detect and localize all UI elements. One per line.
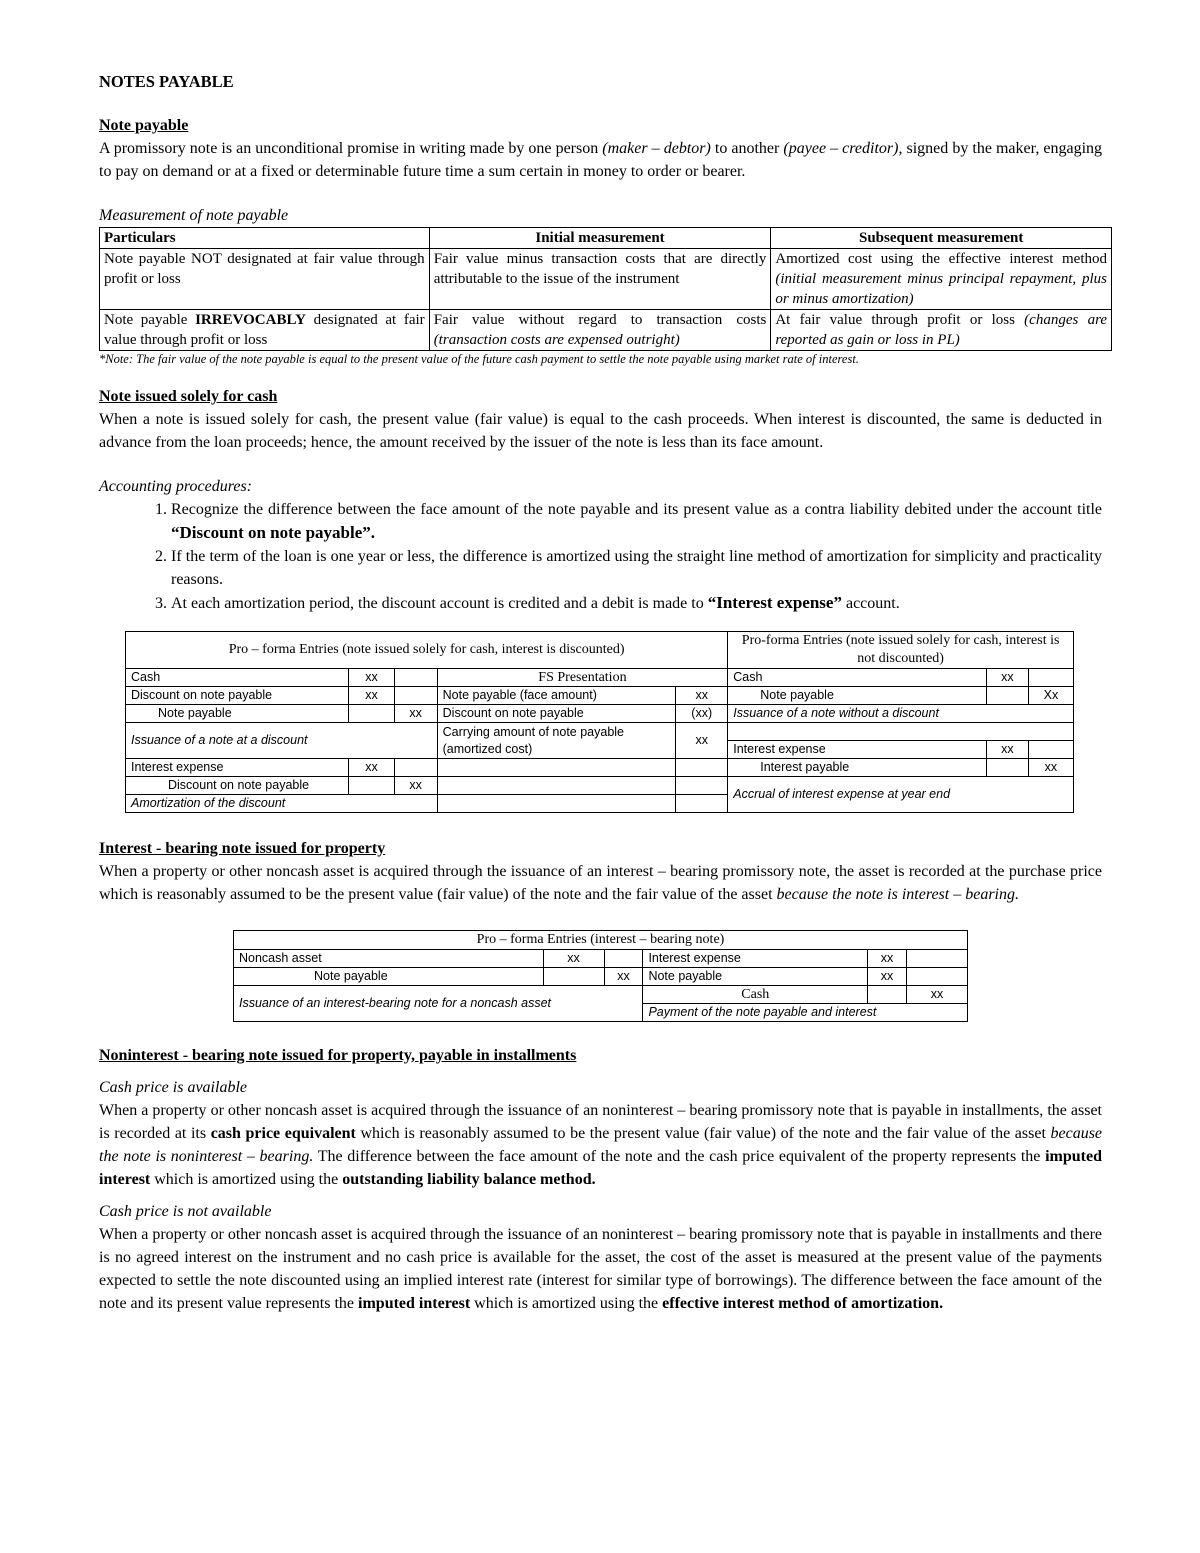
pro-forma-interest-bearing-table: [233, 930, 968, 1022]
table-cell: Xx: [1028, 687, 1073, 705]
paragraph-interest-bearing: When a property or other noncash asset is acquired through the issuance of an interest – bearing promissory note, the asset is recorded at the purchase price which is reasonably assumed to be the present value (fair value) of the note and the fair value of the asset because the note is interest – bearing.: [99, 863, 1102, 903]
table-cell: Cash: [643, 986, 868, 1004]
measurement-table: [99, 227, 1112, 351]
table-cell: Cash: [728, 669, 987, 687]
table-cell: xx: [676, 723, 728, 759]
table-row: [234, 968, 968, 986]
table-cell: [349, 777, 394, 795]
table-row: [126, 759, 1074, 777]
table-cell: xx: [543, 950, 604, 968]
paragraph-cash-price-available: When a property or other noncash asset is acquired through the issuance of an noninterest – bearing promissory note that is payable in installments, the asset is recorded at its cash price equivalent which is reasonably assumed to be the present value (fair value) of the note and the fair value of the asset because the note is noninterest – bearing. The difference between the face amount of the note and the cash price equivalent of the property represents the imputed interest which is amortized using the outstanding liability balance method.: [99, 1102, 1103, 1188]
table-cell: Note payable: [643, 968, 868, 986]
paragraph-cash: When a note is issued solely for cash, the present value (fair value) is equal to the cash proceeds. When interest is discounted, the same is deducted in advance from the loan proceeds; hence, the amount received by the issuer of the note is less than its face amount.: [99, 411, 1102, 451]
table-cell: [868, 986, 907, 1004]
procedures-list: [99, 498, 1102, 615]
table-cell: Note payable: [728, 687, 987, 705]
measurement-footnote: *Note: The fair value of the note payable is equal to the present value of the future cash payment to settle the note payable using market rate of interest.: [99, 352, 859, 366]
table-cell: [394, 669, 437, 687]
table-cell: [394, 759, 437, 777]
table-cell: xx: [349, 759, 394, 777]
table-cell: Cash: [126, 669, 349, 687]
table-cell: xx: [394, 777, 437, 795]
table-cell: [986, 759, 1028, 777]
table-cell: At fair value through profit or loss (changes are reported as gain or loss in PL): [771, 310, 1112, 351]
table-row: [100, 249, 1112, 310]
table-cell: [728, 723, 1074, 741]
table-cell: Discount on note payable: [437, 705, 676, 723]
page-title: NOTES PAYABLE: [99, 72, 234, 91]
table-cell: Note payable: [234, 968, 544, 986]
table-cell: xx: [986, 741, 1028, 759]
table-cell: [676, 795, 728, 813]
table-cell: Note payable: [126, 705, 349, 723]
pro-forma-cash-table: [125, 631, 1074, 813]
table-cell: Fair value without regard to transaction costs (transaction costs are expensed outright): [429, 310, 771, 351]
table-cell: [604, 950, 643, 968]
paragraph-cash-price-not-available: When a property or other noncash asset is acquired through the issuance of an noninterest – bearing promissory note that is payable in installments and there is no agreed interest on the instrument and no cash price is available for the asset, the cost of the asset is measured at the present value of the payments expected to settle the note discounted using an implied interest rate (interest for similar type of borrowings). The difference between the face amount of the note and its present value represents the imputed interest which is amortized using the effective interest method of amortization.: [99, 1226, 1102, 1312]
measurement-caption: Measurement of note payable: [99, 207, 289, 224]
section-heading-interest-bearing: Interest - bearing note issued for property: [99, 840, 386, 857]
pro-forma-not-discounted-header: Pro-forma Entries (note issued solely for cash, interest is not discounted): [728, 632, 1074, 669]
table-cell: xx: [868, 950, 907, 968]
table-cell: Payment of the note payable and interest: [643, 1004, 968, 1022]
table-cell: [986, 687, 1028, 705]
table-cell: [1028, 669, 1073, 687]
table-cell: Interest expense: [728, 741, 987, 759]
table-cell: [394, 687, 437, 705]
table-cell: xx: [349, 687, 394, 705]
table-cell: [437, 777, 676, 795]
list-item: 3. At each amortization period, the discount account is credited and a debit is made to “Interest expense” account.: [171, 591, 1102, 615]
table-cell: Issuance of a note at a discount: [126, 723, 438, 759]
table-cell: Fair value minus transaction costs that are directly attributable to the issue of the instrument: [429, 249, 771, 310]
section-heading-cash: Note issued solely for cash: [99, 388, 278, 405]
paragraph-note-payable-definition: A promissory note is an unconditional promise in writing made by one person (maker – debtor) to another (payee – creditor), signed by the maker, engaging to pay on demand or at a fixed or determinable future time a sum certain in money to order or bearer.: [99, 140, 1103, 180]
header-subsequent: Subsequent measurement: [771, 228, 1112, 249]
table-cell: [349, 705, 394, 723]
table-cell: Discount on note payable: [126, 777, 349, 795]
table-cell: xx: [907, 986, 968, 1004]
table-cell: [437, 759, 676, 777]
table-cell: [543, 968, 604, 986]
procedures-caption: Accounting procedures:: [99, 478, 252, 495]
table-cell: [907, 968, 968, 986]
table-cell: xx: [394, 705, 437, 723]
table-header-row: [100, 228, 1112, 249]
header-initial: Initial measurement: [429, 228, 771, 249]
pro-forma-interest-bearing-header: Pro – forma Entries (interest – bearing note): [234, 931, 968, 950]
table-cell: xx: [349, 669, 394, 687]
table-cell: [676, 759, 728, 777]
section-heading-note-payable: Note payable: [99, 117, 189, 134]
table-cell: Accrual of interest expense at year end: [728, 777, 1074, 813]
table-cell: Amortization of the discount: [126, 795, 438, 813]
table-row: [126, 777, 1074, 795]
pro-forma-discounted-header: Pro – forma Entries (note issued solely for cash, interest is discounted): [126, 632, 728, 669]
table-cell: Carrying amount of note payable (amortized cost): [437, 723, 676, 759]
cash-price-not-available-caption: Cash price is not available: [99, 1203, 272, 1220]
table-row: [126, 705, 1074, 723]
table-cell: Discount on note payable: [126, 687, 349, 705]
table-row: [234, 950, 968, 968]
table-cell: [676, 777, 728, 795]
table-cell: xx: [604, 968, 643, 986]
table-cell: [1028, 741, 1073, 759]
table-cell: Amortized cost using the effective interest method (initial measurement minus principal repayment, plus or minus amortization): [771, 249, 1112, 310]
table-cell: Interest expense: [643, 950, 868, 968]
table-cell: xx: [676, 687, 728, 705]
table-cell: Interest expense: [126, 759, 349, 777]
table-cell: xx: [868, 968, 907, 986]
table-cell: Interest payable: [728, 759, 987, 777]
table-cell: Note payable (face amount): [437, 687, 676, 705]
table-row: [126, 669, 1074, 687]
table-cell: Issuance of a note without a discount: [728, 705, 1074, 723]
table-cell: xx: [1028, 759, 1073, 777]
list-item: 2. If the term of the loan is one year or less, the difference is amortized using the straight line method of amortization for simplicity and practicality reasons.: [171, 545, 1102, 591]
table-cell: Note payable IRREVOCABLY designated at fair value through profit or loss: [100, 310, 430, 351]
table-row: [126, 687, 1074, 705]
table-row: [234, 986, 968, 1004]
list-item: 1. Recognize the difference between the face amount of the note payable and its present value as a contra liability debited under the account title “Discount on note payable”.: [171, 498, 1102, 545]
table-cell: xx: [986, 669, 1028, 687]
table-cell: (xx): [676, 705, 728, 723]
cash-price-available-caption: Cash price is available: [99, 1079, 247, 1096]
fs-presentation-header: FS Presentation: [437, 669, 728, 687]
document-page: [99, 70, 1108, 1315]
table-row: [100, 310, 1112, 351]
section-heading-noninterest: Noninterest - bearing note issued for property, payable in installments: [99, 1047, 577, 1064]
table-row: [126, 723, 1074, 741]
table-cell: [437, 795, 676, 813]
table-cell: Note payable NOT designated at fair value through profit or loss: [100, 249, 430, 310]
header-particulars: Particulars: [100, 228, 430, 249]
table-cell: Issuance of an interest-bearing note for a noncash asset: [234, 986, 643, 1022]
table-cell: [907, 950, 968, 968]
table-cell: Noncash asset: [234, 950, 544, 968]
